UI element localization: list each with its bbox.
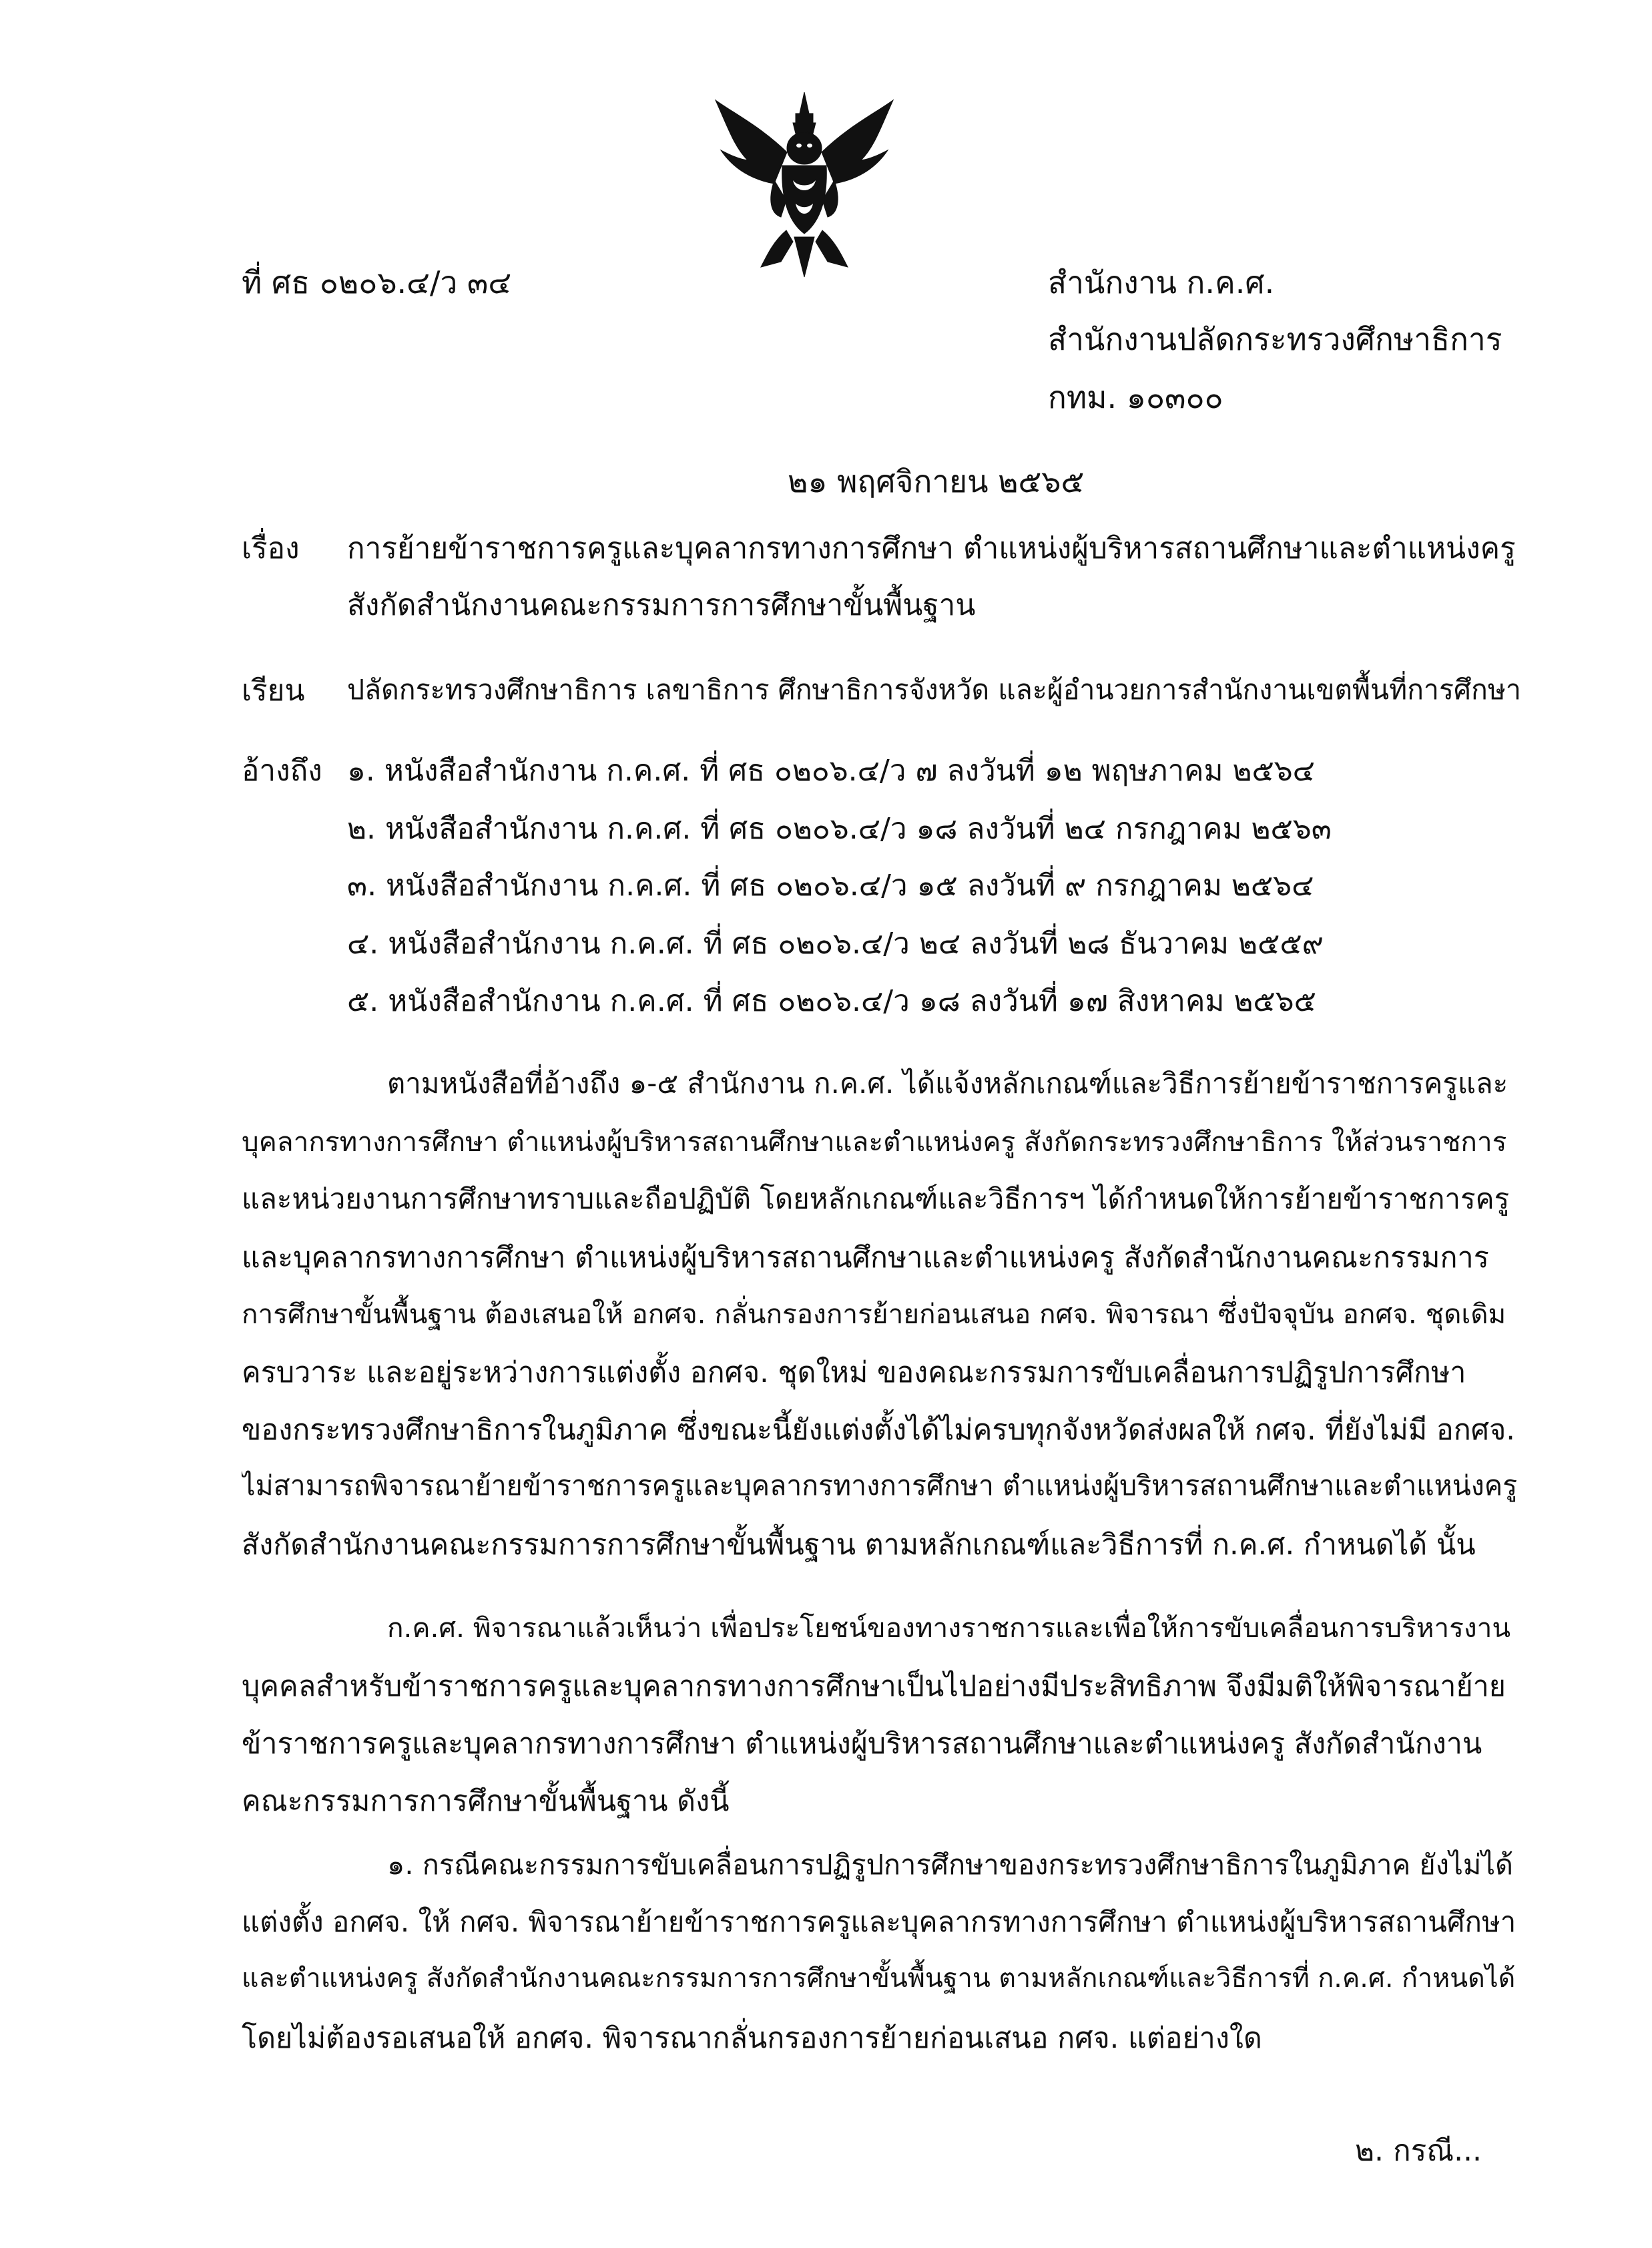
document-number: ที่ ศธ ๐๒๐๖.๔/ว ๓๔ — [242, 264, 512, 300]
para2-line-4: คณะกรรมการการศึกษาขั้นพื้นฐาน ดังนี้ — [242, 1785, 730, 1818]
para3-line-3: และตำแหน่งครู สังกัดสำนักงานคณะกรรมการการศึกษาขั้นพื้นฐาน ตามหลักเกณฑ์และวิธีการที่ ก.ค.ศ. กำหนดได้ — [242, 1963, 1516, 1994]
garuda-emblem-icon — [708, 87, 901, 280]
reference-label: อ้างถึง — [242, 754, 322, 788]
para1-line-8: ไม่สามารถพิจารณาย้ายข้าราชการครูและบุคลากรทางการศึกษา ตำแหน่งผู้บริหารสถานศึกษาและตำแหน่งครู — [242, 1470, 1518, 1502]
para3-line-4: โดยไม่ต้องรอเสนอให้ อกศจ. พิจารณากลั่นกรองการย้ายก่อนเสนอ กศจ. แต่อย่างใด — [242, 2022, 1262, 2055]
para1-line-2: บุคลากรทางการศึกษา ตำแหน่งผู้บริหารสถานศึกษาและตำแหน่งครู สังกัดกระทรวงศึกษาธิการ ให้ส่วนราชการ — [242, 1126, 1507, 1158]
to-label: เรียน — [242, 674, 305, 708]
para1-line-9: สังกัดสำนักงานคณะกรรมการการศึกษาขั้นพื้นฐาน ตามหลักเกณฑ์และวิธีการที่ ก.ค.ศ. กำหนดได้ นั้น — [242, 1528, 1476, 1562]
reference-item-1: ๑. หนังสือสำนักงาน ก.ค.ศ. ที่ ศธ ๐๒๐๖.๔/ว ๗ ลงวันที่ ๑๒ พฤษภาคม ๒๕๖๔ — [347, 754, 1315, 788]
para1-line-7: ของกระทรวงศึกษาธิการในภูมิภาค ซึ่งขณะนี้ยังแต่งตั้งได้ไม่ครบทุกจังหวัดส่งผลให้ กศจ. ที่ยังไม่มี อกศจ. — [242, 1413, 1515, 1447]
subject-line-1: การย้ายข้าราชการครูและบุคลากรทางการศึกษา ตำแหน่งผู้บริหารสถานศึกษาและตำแหน่งครู — [347, 531, 1516, 566]
para3-line-1: ๑. กรณีคณะกรรมการขับเคลื่อนการปฏิรูปการศึกษาของกระทรวงศึกษาธิการในภูมิภาค ยังไม่ได้ — [387, 1848, 1514, 1881]
para2-line-2: บุคคลสำหรับข้าราชการครูและบุคลากรทางการศึกษาเป็นไปอย่างมีประสิทธิภาพ จึงมีมติให้พิจารณาย้าย — [242, 1670, 1506, 1703]
office-line-1: สำนักงาน ก.ค.ศ. — [1048, 264, 1275, 300]
document-date: ๒๑ พฤศจิกายน ๒๕๖๕ — [788, 463, 1085, 499]
para1-line-4: และบุคลากรทางการศึกษา ตำแหน่งผู้บริหารสถานศึกษาและตำแหน่งครู สังกัดสำนักงานคณะกรรมการ — [242, 1241, 1489, 1275]
para2-line-1: ก.ค.ศ. พิจารณาแล้วเห็นว่า เพื่อประโยชน์ของทางราชการและเพื่อให้การขับเคลื่อนการบริหารงาน — [387, 1612, 1511, 1644]
page-continuation: ๒. กรณี... — [1355, 2134, 1482, 2168]
to-recipients: ปลัดกระทรวงศึกษาธิการ เลขาธิการ ศึกษาธิการจังหวัด และผู้อำนวยการสำนักงานเขตพื้นที่การศึกษา — [347, 674, 1521, 706]
reference-item-4: ๔. หนังสือสำนักงาน ก.ค.ศ. ที่ ศธ ๐๒๐๖.๔/ว ๒๔ ลงวันที่ ๒๘ ธันวาคม ๒๕๕๙ — [347, 927, 1324, 961]
para1-line-6: ครบวาระ และอยู่ระหว่างการแต่งตั้ง อกศจ. ชุดใหม่ ของคณะกรรมการขับเคลื่อนการปฏิรูปการศึกษา — [242, 1356, 1466, 1389]
reference-item-3: ๓. หนังสือสำนักงาน ก.ค.ศ. ที่ ศธ ๐๒๐๖.๔/ว ๑๕ ลงวันที่ ๙ กรกฎาคม ๒๕๖๔ — [347, 869, 1314, 903]
subject-line-2: สังกัดสำนักงานคณะกรรมการการศึกษาขั้นพื้นฐาน — [347, 588, 976, 622]
para2-line-3: ข้าราชการครูและบุคลากรทางการศึกษา ตำแหน่งผู้บริหารสถานศึกษาและตำแหน่งครู สังกัดสำนักงาน — [242, 1727, 1482, 1761]
para1-line-1: ตามหนังสือที่อ้างถึง ๑-๕ สำนักงาน ก.ค.ศ. ได้แจ้งหลักเกณฑ์และวิธีการย้ายข้าราชการครูและ — [387, 1067, 1508, 1100]
reference-item-2: ๒. หนังสือสำนักงาน ก.ค.ศ. ที่ ศธ ๐๒๐๖.๔/ว ๑๘ ลงวันที่ ๒๔ กรกฎาคม ๒๕๖๓ — [347, 812, 1332, 846]
para1-line-3: และหน่วยงานการศึกษาทราบและถือปฏิบัติ โดยหลักเกณฑ์และวิธีการฯ ได้กำหนดให้การย้ายข้าราชการครู — [242, 1182, 1510, 1215]
para1-line-5: การศึกษาขั้นพื้นฐาน ต้องเสนอให้ อกศจ. กลั่นกรองการย้ายก่อนเสนอ กศจ. พิจารณา ซึ่งปัจจุบัน อกศจ. ชุดเดิม — [242, 1298, 1506, 1330]
subject-label: เรื่อง — [242, 531, 300, 566]
reference-item-5: ๕. หนังสือสำนักงาน ก.ค.ศ. ที่ ศธ ๐๒๐๖.๔/ว ๑๘ ลงวันที่ ๑๗ สิงหาคม ๒๕๖๕ — [347, 984, 1316, 1018]
office-line-2: สำนักงานปลัดกระทรวงศึกษาธิการ — [1048, 321, 1502, 357]
para3-line-2: แต่งตั้ง อกศจ. ให้ กศจ. พิจารณาย้ายข้าราชการครูและบุคลากรทางการศึกษา ตำแหน่งผู้บริหารสถานศึกษา — [242, 1905, 1517, 1938]
office-line-3: กทม. ๑๐๓๐๐ — [1048, 379, 1223, 415]
